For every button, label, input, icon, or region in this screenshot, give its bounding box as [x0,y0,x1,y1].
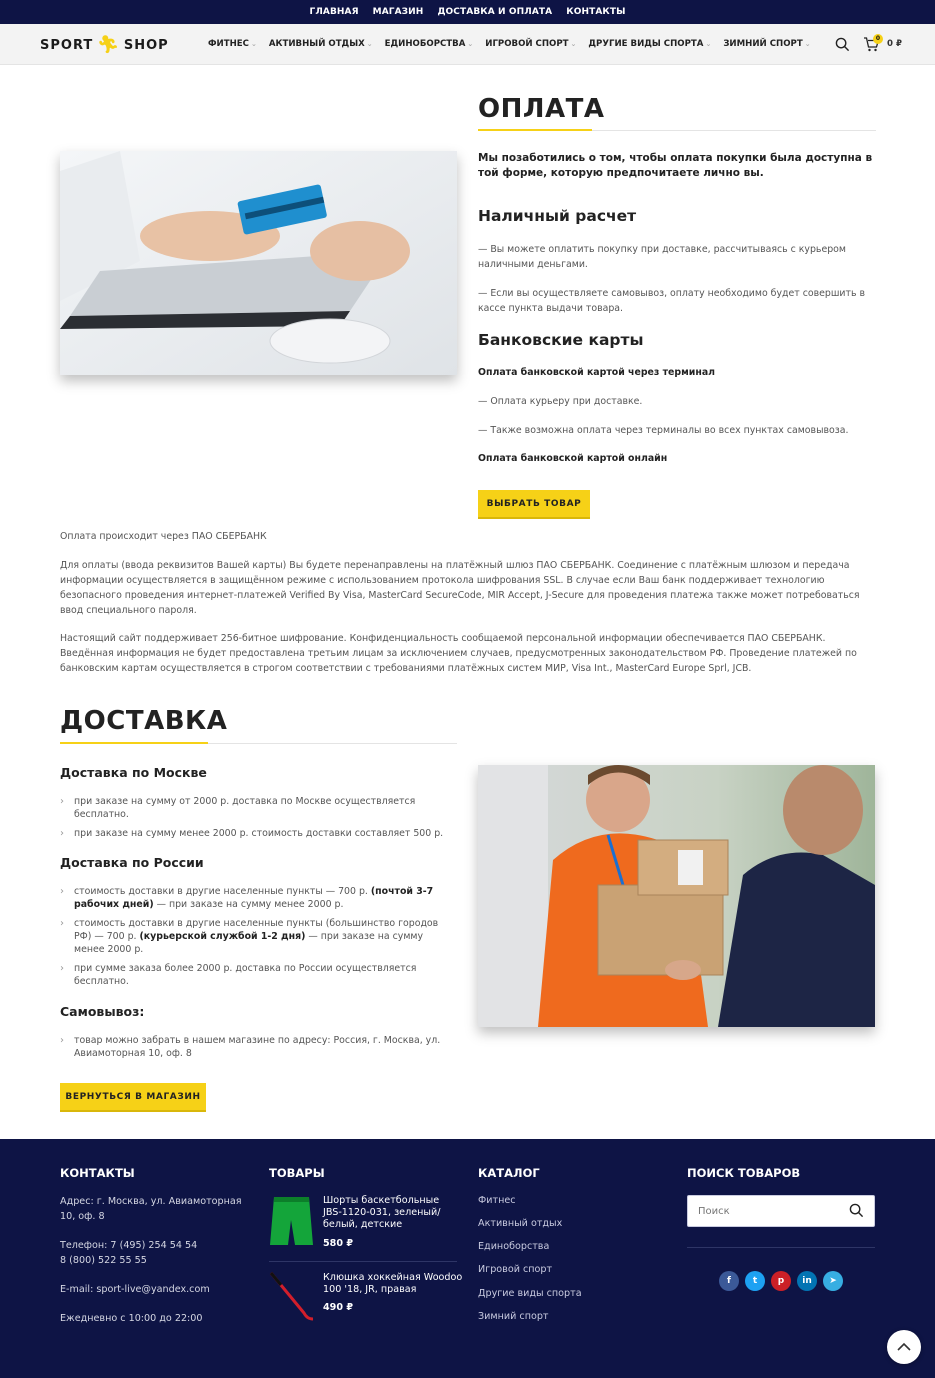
delivery-photo [478,765,875,1027]
payment-title-divider [478,130,876,131]
nav-item-other-sports[interactable] [588,39,711,49]
nav-item-team-sports[interactable] [485,39,576,49]
list-item: › при сумме заказа более 2000 р. доставка по России осуществляется бесплатно. [60,962,455,988]
site-footer [0,1139,935,1378]
chevron-down-icon: ⌄ [366,40,373,48]
footer-hours: Ежедневно с 10:00 до 22:00 [60,1313,203,1324]
payment-encryption-paragraph: Настоящий сайт поддерживает 256-битное шифрование. Конфиденциальность сообщаемой персональной информации обеспечивается ПАО СБЕРБАНК. Введённая информация не будет предоставлена третьим лицам за исключением случаев, предусмотренных законодательством РФ. Проведение платежей по банковским картам осуществляется в строгом соответствии с требованиями платёжных систем МИР, Visa Int., MasterCard Europe Sprl, JCB. [60,633,857,674]
list-text: стоимость доставки в другие населенные пункты — 700 р. [74,886,371,897]
footer-products-title: ТОВАРЫ [269,1166,325,1180]
list-text: стоимость доставки в другие населенные пункты (большинство городов РФ) — 700 р. [74,918,439,942]
nav-label: АКТИВНЫЙ ОТДЫХ [268,39,365,49]
payment-intro: Мы позаботились о том, чтобы оплата покупки была доступна в той форме, которую предпочитаете лично вы. [478,152,873,179]
terminal-title: Оплата банковской картой через терминал [478,367,716,378]
list-text-bold: (почтой 3-7 рабочих дней) [74,886,434,910]
list-item: › при заказе на сумму менее 2000 р. стоимость доставки составляет 500 р. [60,827,455,840]
footer-search-input[interactable] [688,1196,838,1226]
moscow-delivery-title: Доставка по Москве [60,765,207,780]
nav-item-winter-sports[interactable] [723,39,810,49]
nav-label: ФИТНЕС [208,39,249,49]
russia-delivery-list [60,885,455,994]
pinterest-icon[interactable]: p [771,1271,791,1291]
catalog-link-team-sports[interactable]: Игровой спорт [478,1264,553,1275]
footer-email[interactable]: E-mail: sport-live@yandex.com [60,1284,210,1295]
site-logo[interactable] [40,35,169,55]
terminal-paragraph-1: — Оплата курьеру при доставке. [478,396,643,407]
delivery-title-divider [60,743,457,744]
footer-product-divider [269,1261,457,1262]
catalog-link-other-sports[interactable]: Другие виды спорта [478,1288,582,1299]
cards-title: Банковские карты [478,331,644,349]
topbar-link-home[interactable]: ГЛАВНАЯ [309,7,359,17]
chevron-down-icon: ⌄ [705,40,712,48]
logo-text-shop: SHOP [123,37,169,53]
telegram-icon[interactable]: ➤ [823,1271,843,1291]
footer-catalog-title: КАТАЛОГ [478,1166,540,1180]
list-item: › при заказе на сумму от 2000 р. доставка по Москве осуществляется бесплатно. [60,795,455,821]
footer-search-box [687,1195,875,1227]
chevron-down-icon: ⌄ [467,40,474,48]
cash-title: Наличный расчет [478,207,637,225]
product-price-shorts: 580 ₽ [323,1238,354,1249]
nav-item-fitness[interactable] [208,39,257,49]
chevron-down-icon: ⌄ [804,40,811,48]
main-nav [208,39,811,49]
catalog-link-outdoor[interactable]: Активный отдых [478,1218,563,1229]
nav-label: ИГРОВОЙ СПОРТ [485,39,569,49]
footer-address: Адрес: г. Москва, ул. Авиамоторная 10, оф. 8 [60,1196,242,1222]
product-thumb-hockey-stick[interactable] [269,1271,314,1323]
payment-sberbank-line: Оплата происходит через ПАО СБЕРБАНК [60,531,267,542]
list-item: › товар можно забрать в нашем магазине по адресу: Россия, г. Москва, ул. Авиамоторная 10, оф. 8 [60,1034,455,1060]
catalog-link-martial-arts[interactable]: Единоборства [478,1241,550,1252]
choose-product-button[interactable]: ВЫБРАТЬ ТОВАР [478,490,590,519]
catalog-link-winter-sports[interactable]: Зимний спорт [478,1311,549,1322]
site-header [0,24,935,65]
search-icon[interactable] [835,37,850,52]
nav-item-outdoor[interactable] [269,39,373,49]
scroll-to-top-button[interactable] [887,1330,921,1364]
chevron-down-icon: ⌄ [570,40,577,48]
list-item [60,917,455,956]
delivery-title: ДОСТАВКА [60,706,228,736]
chevron-up-icon [897,1342,911,1352]
footer-phone-2[interactable]: 8 (800) 522 55 55 [60,1255,147,1266]
cart-total[interactable]: 0 ₽ [887,39,902,49]
footer-search-title: ПОИСК ТОВАРОВ [687,1166,801,1180]
list-item [60,885,455,911]
nav-item-martial-arts[interactable] [385,39,474,49]
cart-count-badge: 0 [873,34,883,44]
twitter-icon[interactable]: t [745,1271,765,1291]
product-price-hockey-stick: 490 ₽ [323,1302,354,1313]
list-text: — при заказе на сумму менее 2000 р. [153,899,344,910]
runner-icon: 🏃︎ [97,35,120,55]
footer-phone-1[interactable]: Телефон: 7 (495) 254 54 54 [60,1240,198,1251]
cash-paragraph-2: — Если вы осуществляете самовывоз, оплату необходимо будет совершить в кассе пункта выдачи товара. [478,288,866,314]
product-thumb-shorts[interactable] [269,1195,314,1250]
topbar-link-delivery[interactable]: ДОСТАВКА И ОПЛАТА [437,7,553,17]
cash-paragraph-1: — Вы можете оплатить покупку при доставке, рассчитываясь с курьером наличными деньгами. [478,244,846,270]
product-name-shorts[interactable]: Шорты баскетбольные JBS-1120-031, зеленый/белый, детские [323,1195,441,1230]
nav-label: ДРУГИЕ ВИДЫ СПОРТА [588,39,704,49]
search-icon[interactable] [849,1203,864,1218]
pickup-title: Самовывоз: [60,1004,145,1019]
top-bar [0,0,935,24]
footer-search-divider [687,1247,875,1248]
list-text: — при заказе на сумму менее 2000 р. [74,931,424,955]
catalog-link-fitness[interactable]: Фитнес [478,1195,516,1206]
pickup-list [60,1034,455,1066]
chevron-down-icon: ⌄ [250,40,257,48]
facebook-icon[interactable]: f [719,1271,739,1291]
russia-delivery-title: Доставка по России [60,855,204,870]
moscow-delivery-list [60,795,455,846]
terminal-paragraph-2: — Также возможна оплата через терминалы во всех пунктах самовывоза. [478,425,849,436]
list-text-bold: (курьерской службой 1-2 дня) [139,931,306,942]
linkedin-icon[interactable]: in [797,1271,817,1291]
online-title: Оплата банковской картой онлайн [478,453,668,464]
logo-text-sport: SPORT [40,37,94,53]
product-name-hockey-stick[interactable]: Клюшка хоккейная Woodoo 100 '18, JR, правая [323,1272,463,1295]
topbar-link-shop[interactable]: МАГАЗИН [372,7,424,17]
back-to-shop-button[interactable]: ВЕРНУТЬСЯ В МАГАЗИН [60,1083,206,1112]
payment-title: ОПЛАТА [478,94,605,124]
payment-gateway-paragraph: Для оплаты (ввода реквизитов Вашей карты) Вы будете перенаправлены на платёжный шлюз ПАО СБЕРБАНК. Соединение с платёжным шлюзом и передача информации осуществляется в защищённом режиме с использованием протокола шифрования SSL. В случае если Ваш банк поддерживает технологию безопасного проведения интернет-платежей Verified By Visa, MasterCard SecureCode, MIR Accept, J-Secure для проведения платежа также может потребоваться ввод специального пароля. [60,560,860,616]
topbar-link-contacts[interactable]: КОНТАКТЫ [566,7,626,17]
nav-label: ЕДИНОБОРСТВА [384,39,466,49]
nav-label: ЗИМНИЙ СПОРТ [723,39,803,49]
payment-photo [60,151,457,375]
footer-contacts-title: КОНТАКТЫ [60,1166,135,1180]
